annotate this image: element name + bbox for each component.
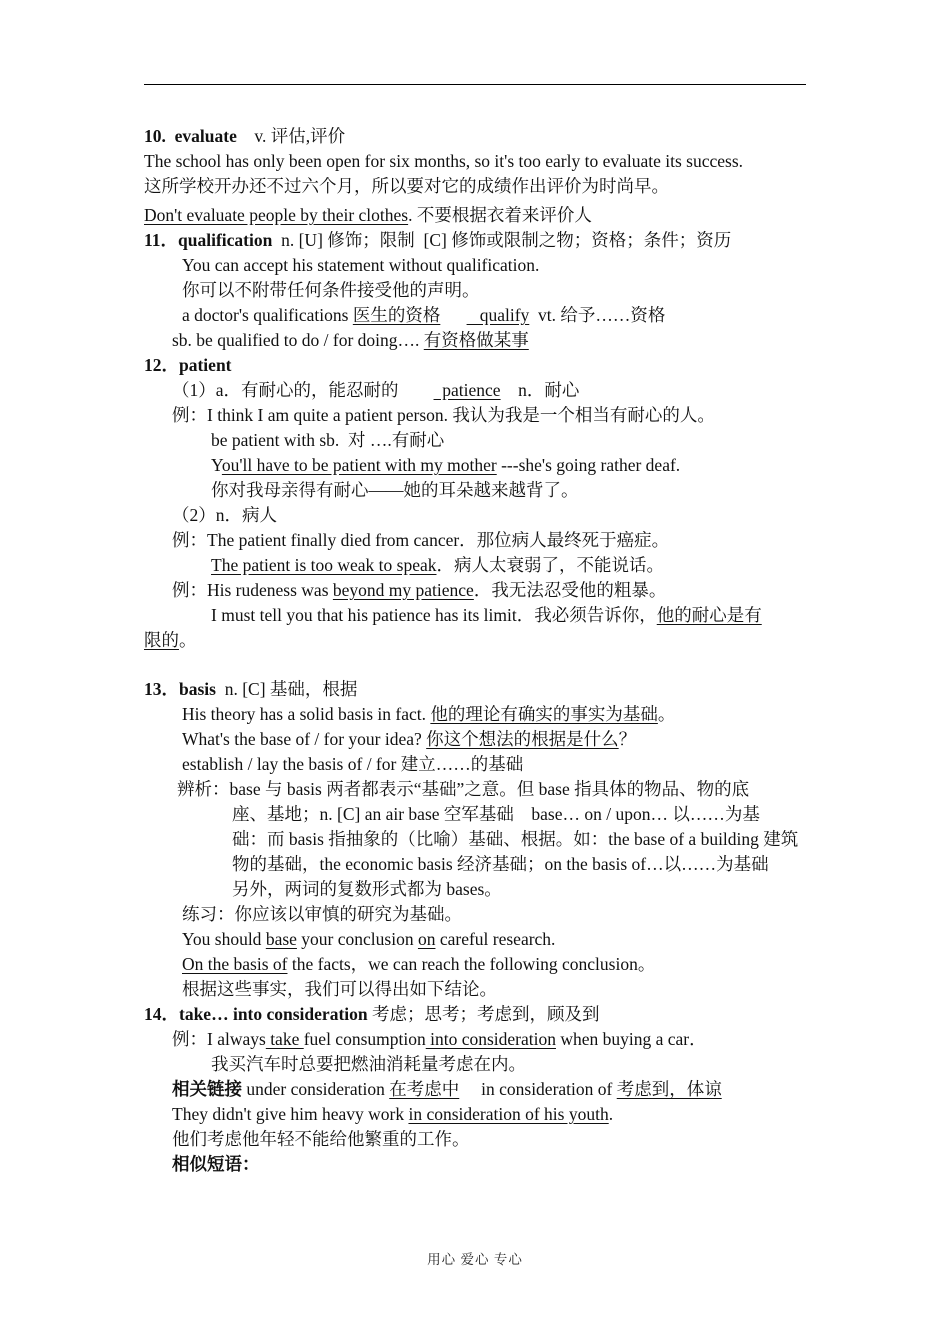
- text-span: 。: [657, 704, 676, 724]
- underlined-phrase: The patient is too weak to speak: [211, 555, 437, 575]
- text-span: 物的基础，the economic basis 经济基础；on the basis of…以……为基础: [232, 854, 769, 874]
- text-line: [182, 702, 675, 727]
- text-span: ．我无法忍受他的粗暴。: [473, 580, 667, 600]
- text-span: His theory has a solid basis in fact.: [182, 704, 431, 724]
- text-span: 。: [179, 630, 197, 650]
- text-span: 练习：你应该以审慎的研究为基础。: [182, 904, 462, 924]
- text-line: [144, 628, 197, 653]
- text-span: You should: [182, 929, 266, 949]
- text-span: ．病人太衰弱了，不能说话。: [436, 555, 664, 575]
- bold-term: 11．qualification: [144, 230, 273, 250]
- text-span: 他们考虑他年轻不能给他繁重的工作。: [172, 1129, 470, 1149]
- underlined-phrase: 他的耐心是有: [656, 605, 762, 625]
- text-span: in consideration of: [459, 1079, 617, 1099]
- text-line: [182, 952, 655, 977]
- text-line: [182, 278, 480, 303]
- text-span: I must tell you that his patience has its limit．我必须告诉你，: [211, 605, 657, 625]
- underlined-phrase: On the basis of: [182, 954, 288, 974]
- text-line: [144, 124, 345, 149]
- text-span: 座、基地；n. [C] an air base 空军基础 base… on / upon… 以……为基: [232, 804, 760, 824]
- text-span: 另外，两词的复数形式都为 bases。: [232, 879, 502, 899]
- underlined-phrase: in consideration of his youth: [408, 1104, 609, 1124]
- text-span: 例：I think I am quite a patient person. 我认为我是一个相当有耐心的人。: [172, 405, 715, 425]
- text-span: 础：而 basis 指抽象的（比喻）基础、根据。如：the base of a building 建筑: [232, 829, 799, 849]
- text-span: 根据这些事实，我们可以得出如下结论。: [182, 979, 497, 999]
- header-rule: [144, 84, 806, 85]
- text-span: under consideration: [242, 1079, 390, 1099]
- text-line: [211, 428, 444, 453]
- text-line: [211, 478, 579, 503]
- text-line: [172, 328, 529, 353]
- text-span: ---she's going rather deaf.: [496, 455, 681, 475]
- text-line: [182, 927, 555, 952]
- text-line: [182, 752, 523, 777]
- text-line: [172, 403, 715, 428]
- text-span: ？: [618, 729, 637, 749]
- text-span: vt. 给予……资格: [529, 305, 666, 325]
- underlined-phrase: 他的理论有确实的事实为基础: [430, 704, 658, 724]
- text-span: Y: [211, 455, 222, 475]
- underlined-phrase: into consideration: [425, 1029, 556, 1049]
- text-span: 这所学校开办还不过六个月，所以要对它的成绩作出评价为时尚早。: [144, 176, 669, 196]
- text-line: [172, 578, 666, 603]
- text-span: 辨析：base 与 basis 两者都表示“基础”之意。但 base 指具体的物品、物的底: [177, 779, 750, 799]
- text-line: [172, 1027, 707, 1052]
- text-span: 你对我母亲得有耐心——她的耳朵越来越背了。: [211, 480, 579, 500]
- underlined-phrase: 有资格做某事: [423, 330, 529, 350]
- text-line: [144, 149, 743, 174]
- text-span: 你可以不附带任何条件接受他的声明。: [182, 280, 480, 300]
- text-line: [172, 1102, 613, 1127]
- text-span: careful research.: [435, 929, 556, 949]
- text-line: [182, 902, 462, 927]
- text-line: [232, 827, 798, 852]
- text-line: [182, 727, 636, 752]
- text-span: v. 评估,评价: [236, 126, 346, 146]
- bold-term: 10. evaluate: [144, 126, 237, 146]
- text-line: [172, 1152, 260, 1177]
- underlined-phrase: 考虑到，体谅: [616, 1079, 722, 1099]
- text-span: n. [U] 修饰；限制 [C] 修饰或限制之物；资格；条件；资历: [272, 230, 732, 250]
- underlined-phrase: 医生的资格: [352, 305, 441, 325]
- text-line: [172, 1077, 722, 1102]
- text-line: [177, 777, 749, 802]
- text-span: What's the base of / for your idea?: [182, 729, 427, 749]
- text-line: [182, 977, 497, 1002]
- underlined-phrase: 在考虑中: [389, 1079, 460, 1099]
- page-footer: 用心 爱心 专心: [427, 1252, 523, 1267]
- bold-term: 13．basis: [144, 679, 216, 699]
- text-span: 例：His rudeness was: [172, 580, 333, 600]
- text-line: [144, 1002, 600, 1027]
- text-line: [211, 1052, 526, 1077]
- text-span: .: [608, 1104, 614, 1124]
- text-span: sb. be qualified to do / for doing….: [172, 330, 424, 350]
- text-line: [172, 503, 277, 528]
- bold-term: 相关链接: [172, 1079, 242, 1099]
- text-span: establish / lay the basis of / for 建立……的基础: [182, 754, 524, 774]
- text-span: . 不要根据衣着来评价人: [408, 205, 592, 225]
- text-span: the facts，we can reach the following conclusion。: [287, 954, 656, 974]
- text-line: [144, 353, 232, 378]
- underlined-phrase: on: [417, 929, 436, 949]
- text-span: 我买汽车时总要把燃油消耗量考虑在内。: [211, 1054, 526, 1074]
- text-span: The school has only been open for six months, so it's too early to evaluate its success.: [144, 151, 744, 171]
- underlined-phrase: Don't evaluate people by their clothes: [144, 205, 409, 225]
- text-span: n．耐心: [500, 380, 580, 400]
- underlined-phrase: 你这个想法的根据是什么: [426, 729, 619, 749]
- text-span: 例：The patient finally died from cancer．那位病人最终死于癌症。: [172, 530, 670, 550]
- text-span: [440, 305, 466, 325]
- underlined-phrase: qualify: [466, 305, 530, 325]
- underlined-phrase: ou'll have to be patient with my mother: [221, 455, 497, 475]
- text-line: [144, 203, 592, 228]
- text-line: [211, 453, 680, 478]
- text-line: [144, 174, 669, 199]
- text-span: They didn't give him heavy work: [172, 1104, 409, 1124]
- text-line: [172, 1127, 470, 1152]
- underlined-phrase: patience: [433, 380, 501, 400]
- underlined-phrase: take: [265, 1029, 304, 1049]
- text-line: [172, 528, 669, 553]
- bold-term: 14．take… into consideration: [144, 1004, 368, 1024]
- text-line: [144, 677, 357, 702]
- text-span: when buying a car．: [555, 1029, 707, 1049]
- text-span: 例：I always: [172, 1029, 266, 1049]
- text-line: [232, 852, 769, 877]
- bold-term: 12．patient: [144, 355, 232, 375]
- text-line: [144, 228, 731, 253]
- text-line: [182, 303, 665, 328]
- text-line: [211, 553, 664, 578]
- text-line: [232, 877, 502, 902]
- text-line: [211, 603, 762, 628]
- underlined-phrase: 限的: [144, 630, 179, 650]
- text-line: [232, 802, 760, 827]
- text-span: （1）a．有耐心的，能忍耐的: [172, 380, 434, 400]
- text-span: be patient with sb. 对 ….有耐心: [211, 430, 445, 450]
- bold-term: 相似短语：: [172, 1154, 260, 1174]
- text-span: fuel consumption: [303, 1029, 426, 1049]
- text-span: your conclusion: [296, 929, 418, 949]
- text-span: n. [C] 基础，根据: [215, 679, 358, 699]
- underlined-phrase: beyond my patience: [332, 580, 474, 600]
- underlined-phrase: base: [265, 929, 297, 949]
- text-line: [182, 253, 539, 278]
- text-line: [172, 378, 579, 403]
- text-span: a doctor's qualifications: [182, 305, 353, 325]
- text-span: 考虑；思考；考虑到，顾及到: [367, 1004, 600, 1024]
- text-span: You can accept his statement without qualification.: [182, 255, 540, 275]
- text-span: （2）n．病人: [172, 505, 277, 525]
